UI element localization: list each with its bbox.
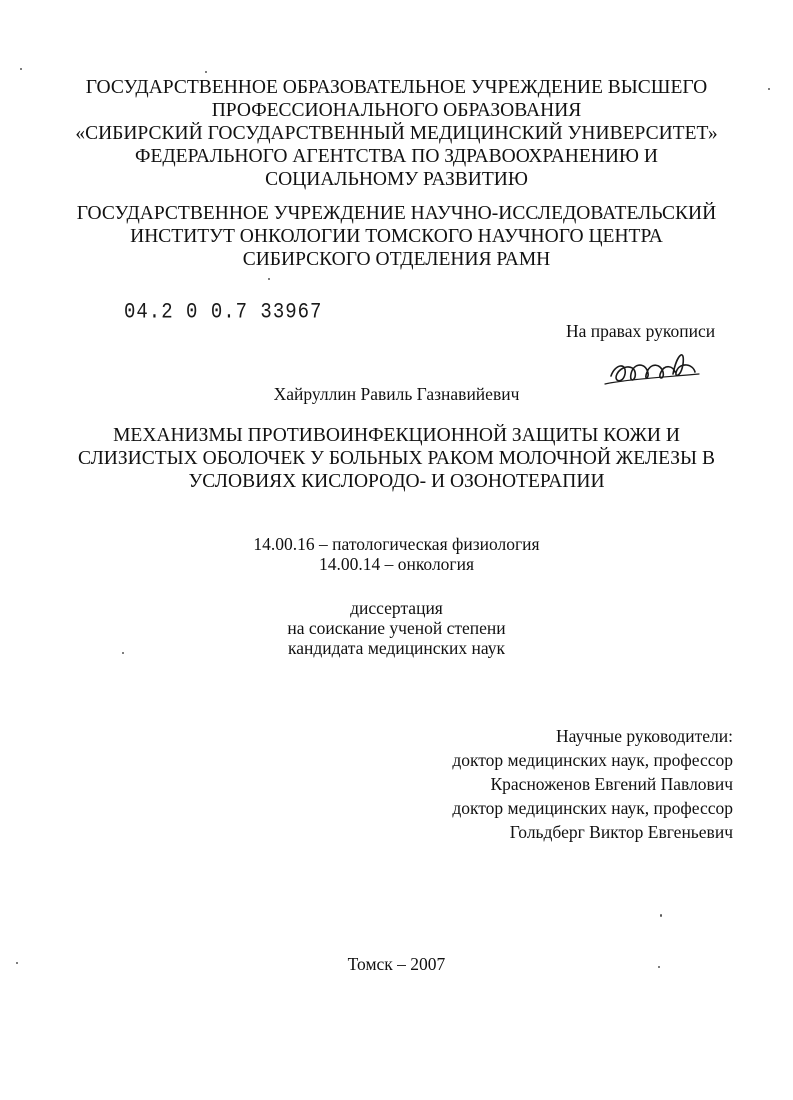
university-header bbox=[0, 76, 793, 191]
header-line: СОЦИАЛЬНОМУ РАЗВИТИЮ bbox=[265, 169, 528, 190]
header-line: «СИБИРСКИЙ ГОСУДАРСТВЕННЫЙ МЕДИЦИНСКИЙ УНИВЕРСИТЕТ» bbox=[75, 123, 718, 144]
degree-line: на соискание ученой степени bbox=[287, 618, 506, 638]
scan-speck bbox=[660, 914, 662, 917]
scan-speck bbox=[658, 966, 660, 968]
scan-speck bbox=[122, 652, 124, 654]
header-line: ГОСУДАРСТВЕННОЕ ОБРАЗОВАТЕЛЬНОЕ УЧРЕЖДЕНИЕ ВЫСШЕГО bbox=[85, 77, 708, 98]
header-line: СИБИРСКОГО ОТДЕЛЕНИЯ РАМН bbox=[242, 249, 551, 270]
rights-note: На правах рукописи bbox=[566, 321, 716, 341]
scan-speck bbox=[268, 278, 270, 280]
header-line: ИНСТИТУТ ОНКОЛОГИИ ТОМСКОГО НАУЧНОГО ЦЕНТРА bbox=[130, 226, 663, 247]
advisor-degree: доктор медицинских наук, профессор bbox=[452, 798, 733, 818]
degree-statement bbox=[0, 598, 793, 658]
degree-line: кандидата медицинских наук bbox=[287, 638, 506, 658]
degree-line: диссертация bbox=[350, 598, 443, 618]
author-name: Хайруллин Равиль Газнавийевич bbox=[273, 384, 520, 404]
scan-speck bbox=[16, 962, 18, 964]
city-year: Томск – 2007 bbox=[347, 954, 446, 974]
scan-speck bbox=[205, 71, 207, 73]
title-line: СЛИЗИСТЫХ ОБОЛОЧЕК У БОЛЬНЫХ РАКОМ МОЛОЧНОЙ ЖЕЛЕЗЫ В bbox=[78, 448, 715, 469]
scientific-advisors bbox=[452, 724, 733, 844]
dissertation-title bbox=[0, 424, 793, 493]
title-line: МЕХАНИЗМЫ ПРОТИВОИНФЕКЦИОННОЙ ЗАЩИТЫ КОЖИ И bbox=[113, 425, 680, 446]
advisor-name: Красноженов Евгений Павлович bbox=[490, 774, 733, 794]
specialties bbox=[0, 534, 793, 574]
title-line: УСЛОВИЯХ КИСЛОРОДО- И ОЗОНОТЕРАПИИ bbox=[188, 471, 605, 492]
registration-code: 04.2 0 0.7 33967 bbox=[124, 299, 323, 325]
institute-header bbox=[0, 202, 793, 271]
advisors-heading: Научные руководители: bbox=[556, 726, 733, 746]
scan-speck bbox=[20, 68, 22, 70]
specialty-line: 14.00.14 – онкология bbox=[318, 554, 475, 574]
advisor-degree: доктор медицинских наук, профессор bbox=[452, 750, 733, 770]
advisor-name: Гольдберг Виктор Евгеньевич bbox=[509, 822, 733, 842]
scan-speck bbox=[768, 88, 770, 90]
header-line: ФЕДЕРАЛЬНОГО АГЕНТСТВА ПО ЗДРАВООХРАНЕНИЮ И bbox=[135, 146, 658, 167]
specialty-line: 14.00.16 – патологическая физиология bbox=[253, 534, 540, 554]
header-line: ПРОФЕССИОНАЛЬНОГО ОБРАЗОВАНИЯ bbox=[211, 100, 582, 121]
header-line: ГОСУДАРСТВЕННОЕ УЧРЕЖДЕНИЕ НАУЧНО-ИССЛЕДОВАТЕЛЬСКИЙ bbox=[76, 203, 717, 224]
